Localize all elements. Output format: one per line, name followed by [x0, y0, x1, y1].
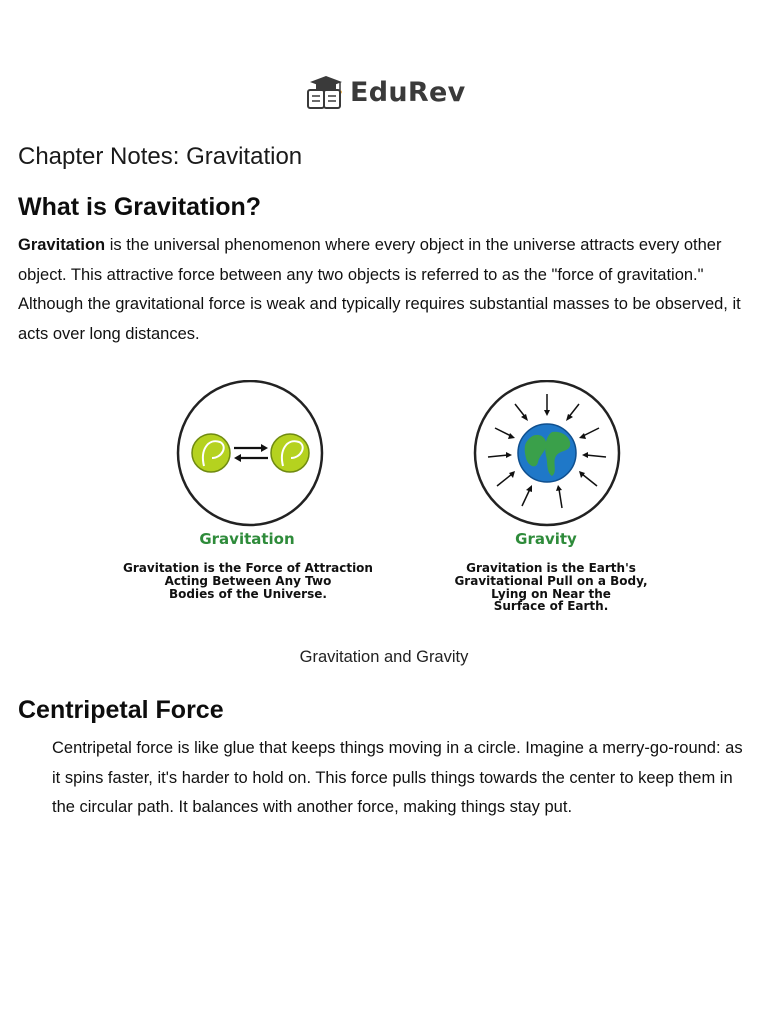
panel-title-gravitation: Gravitation: [199, 530, 295, 548]
panel-desc-line: Lying on Near the: [491, 587, 611, 601]
graduation-cap-book-icon: [304, 74, 344, 110]
panel-desc-line: Gravitational Pull on a Body,: [454, 574, 648, 588]
panel-desc-line: Surface of Earth.: [493, 599, 609, 613]
panel-title-gravity: Gravity: [515, 530, 577, 548]
section-heading-gravitation: What is Gravitation?: [18, 193, 262, 221]
paragraph-body: is the universal phenomenon where every object in the universe attracts every other object. This attractive force between any two objects is referred to as the "force of gravitation." Although the gravitational force is weak and typically requires substantial masses to be observed, it acts over long distances.: [18, 236, 741, 344]
chapter-title: Chapter Notes: Gravitation: [18, 143, 303, 170]
panel-desc-line: Gravitation is the Earth's: [466, 561, 636, 575]
figure-caption: Gravitation and Gravity: [299, 648, 469, 666]
bold-term: Gravitation: [18, 236, 106, 254]
panel-desc-line: Acting Between Any Two: [164, 574, 332, 588]
gravitation-paragraph: [18, 231, 758, 350]
centripetal-paragraph: Centripetal force is like glue that keeps things moving in a circle. Imagine a merry-go-round: as it spins faster, it's harder to hold on. This force pulls things towards the center to keep them in the circular path. It balances with another force, making things stay put.: [52, 739, 743, 817]
section-heading-centripetal: Centripetal Force: [18, 696, 224, 724]
ball-left-icon: [192, 434, 230, 472]
gravitation-illustration: [178, 381, 322, 525]
brand-logo[interactable]: [304, 72, 466, 112]
gravity-illustration: [475, 381, 619, 525]
brand-name: EduRev: [350, 76, 466, 108]
earth-icon: [518, 424, 576, 482]
gravitation-gravity-figure: [110, 380, 660, 620]
panel-desc-line: Gravitation is the Force of Attraction: [123, 561, 373, 575]
panel-desc-line: Bodies of the Universe.: [169, 587, 327, 601]
ball-right-icon: [271, 434, 309, 472]
